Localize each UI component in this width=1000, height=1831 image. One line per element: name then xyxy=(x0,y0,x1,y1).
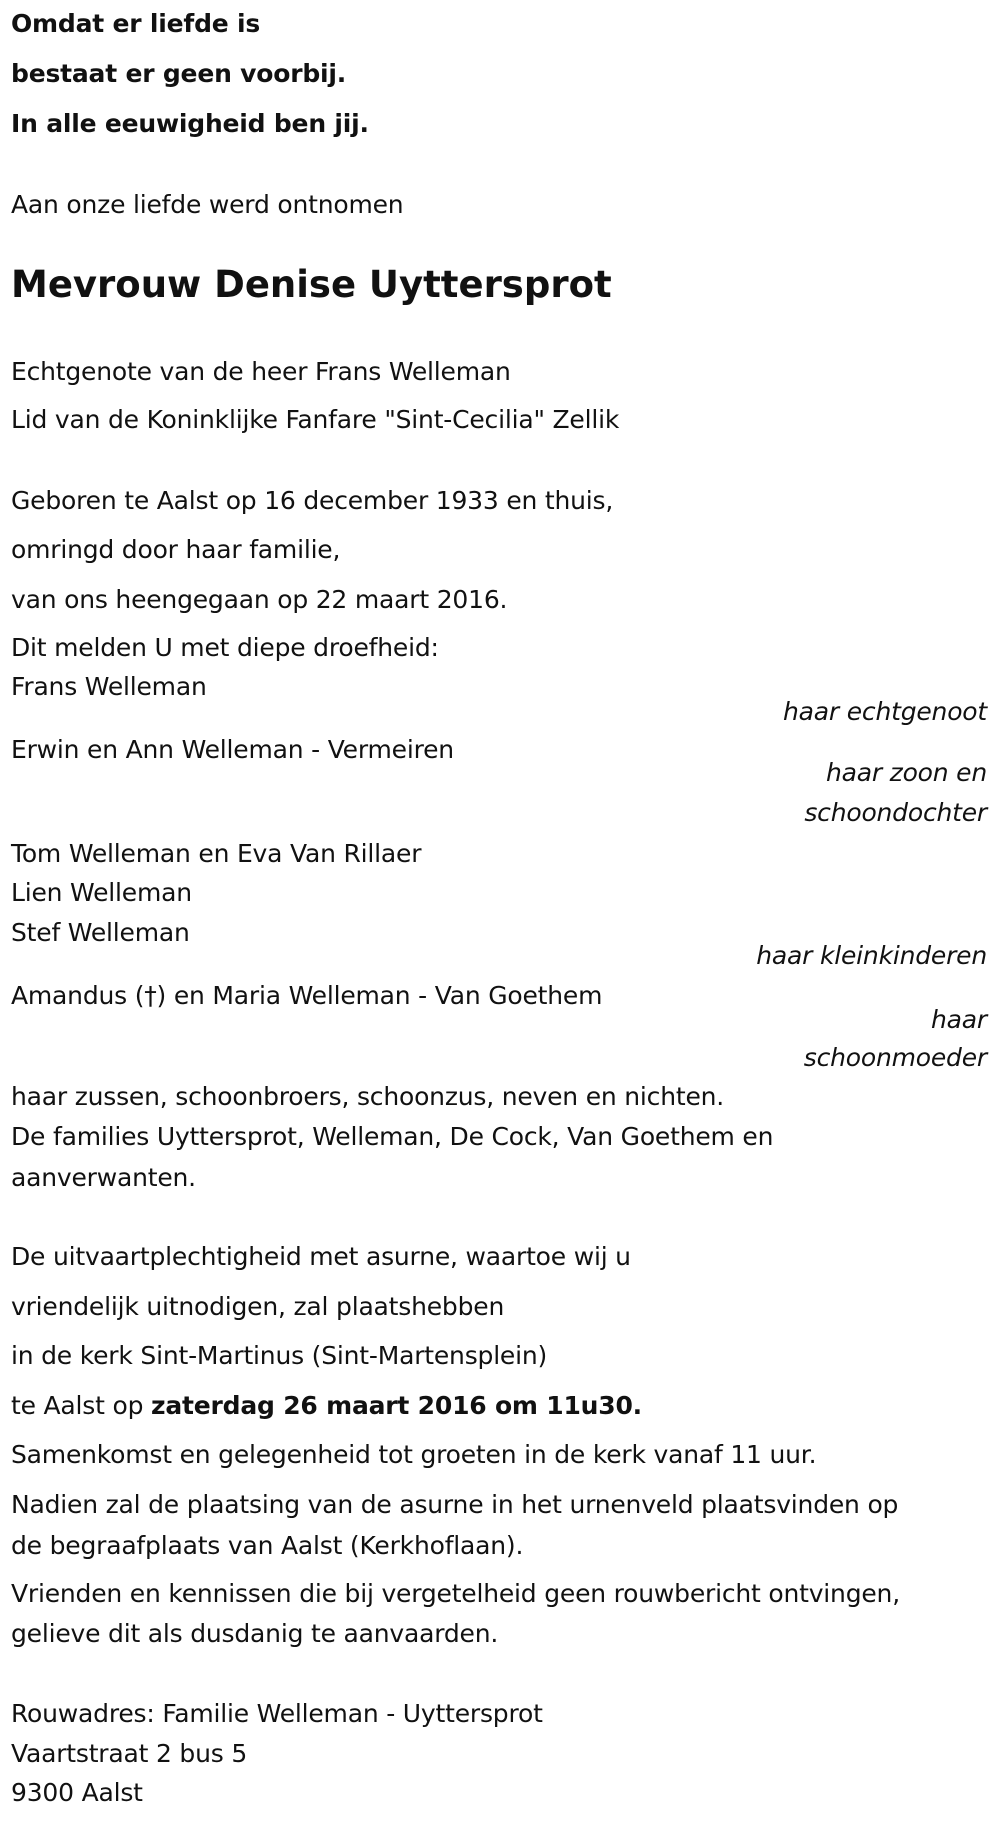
burial-line: Nadien zal de plaatsing van de asurne in het urnenveld plaatsvinden op xyxy=(11,1490,899,1519)
mourner-role: schoonmoeder xyxy=(803,1043,987,1072)
notice-line: Vrienden en kennissen die bij vergetelheid geen rouwbericht ontvingen, xyxy=(11,1579,900,1608)
mourner-name: Stef Welleman xyxy=(11,918,190,947)
burial-line: de begraafplaats van Aalst (Kerkhoflaan). xyxy=(11,1531,524,1560)
ceremony-line: in de kerk Sint-Martinus (Sint-Martensplein) xyxy=(11,1341,548,1370)
announcement: Dit melden U met diepe droefheid: xyxy=(11,633,439,662)
poem-line: In alle eeuwigheid ben jij. xyxy=(11,109,369,138)
poem-line: Omdat er liefde is xyxy=(11,9,261,38)
mourner-name: Tom Welleman en Eva Van Rillaer xyxy=(11,839,422,868)
mourner-role: schoondochter xyxy=(804,798,987,827)
ceremony-date-line xyxy=(11,1391,642,1421)
birth-death-line: omringd door haar familie, xyxy=(11,535,341,564)
gathering-line: Samenkomst en gelegenheid tot groeten in de kerk vanaf 11 uur. xyxy=(11,1440,817,1469)
other-family-line: aanverwanten. xyxy=(11,1163,196,1192)
mourner-role: haar kleinkinderen xyxy=(756,941,987,970)
relation-line: Echtgenote van de heer Frans Welleman xyxy=(11,357,511,386)
poem-line: bestaat er geen voorbij. xyxy=(11,59,347,88)
ceremony-line: De uitvaartplechtigheid met asurne, waartoe wij u xyxy=(11,1242,631,1271)
birth-death-line: Geboren te Aalst op 16 december 1933 en thuis, xyxy=(11,486,614,515)
mourner-name: Frans Welleman xyxy=(11,672,207,701)
ceremony-line: vriendelijk uitnodigen, zal plaatshebben xyxy=(11,1292,505,1321)
address-city: 9300 Aalst xyxy=(11,1778,143,1807)
intro-text: Aan onze liefde werd ontnomen xyxy=(11,190,404,219)
mourner-role: haar xyxy=(931,1005,987,1034)
relation-line: Lid van de Koninklijke Fanfare "Sint-Cecilia" Zellik xyxy=(11,405,620,434)
date-prefix: te Aalst op xyxy=(11,1391,151,1420)
deceased-name: Mevrouw Denise Uyttersprot xyxy=(11,263,612,306)
ceremony-date: zaterdag 26 maart 2016 om 11u30. xyxy=(150,1391,642,1420)
other-family-line: De families Uyttersprot, Welleman, De Cock, Van Goethem en xyxy=(11,1122,774,1151)
notice-line: gelieve dit als dusdanig te aanvaarden. xyxy=(11,1619,499,1648)
birth-death-line: van ons heengegaan op 22 maart 2016. xyxy=(11,585,508,614)
address-street: Vaartstraat 2 bus 5 xyxy=(11,1739,248,1768)
address-label: Rouwadres: Familie Welleman - Uyttersprot xyxy=(11,1699,543,1728)
mourner-name: Amandus (†) en Maria Welleman - Van Goethem xyxy=(11,981,603,1010)
mourner-role: haar echtgenoot xyxy=(783,697,987,726)
mourner-name: Erwin en Ann Welleman - Vermeiren xyxy=(11,735,454,764)
mourner-name: Lien Welleman xyxy=(11,878,192,907)
mourner-role: haar zoon en xyxy=(825,758,987,787)
other-family-line: haar zussen, schoonbroers, schoonzus, neven en nichten. xyxy=(11,1082,725,1111)
